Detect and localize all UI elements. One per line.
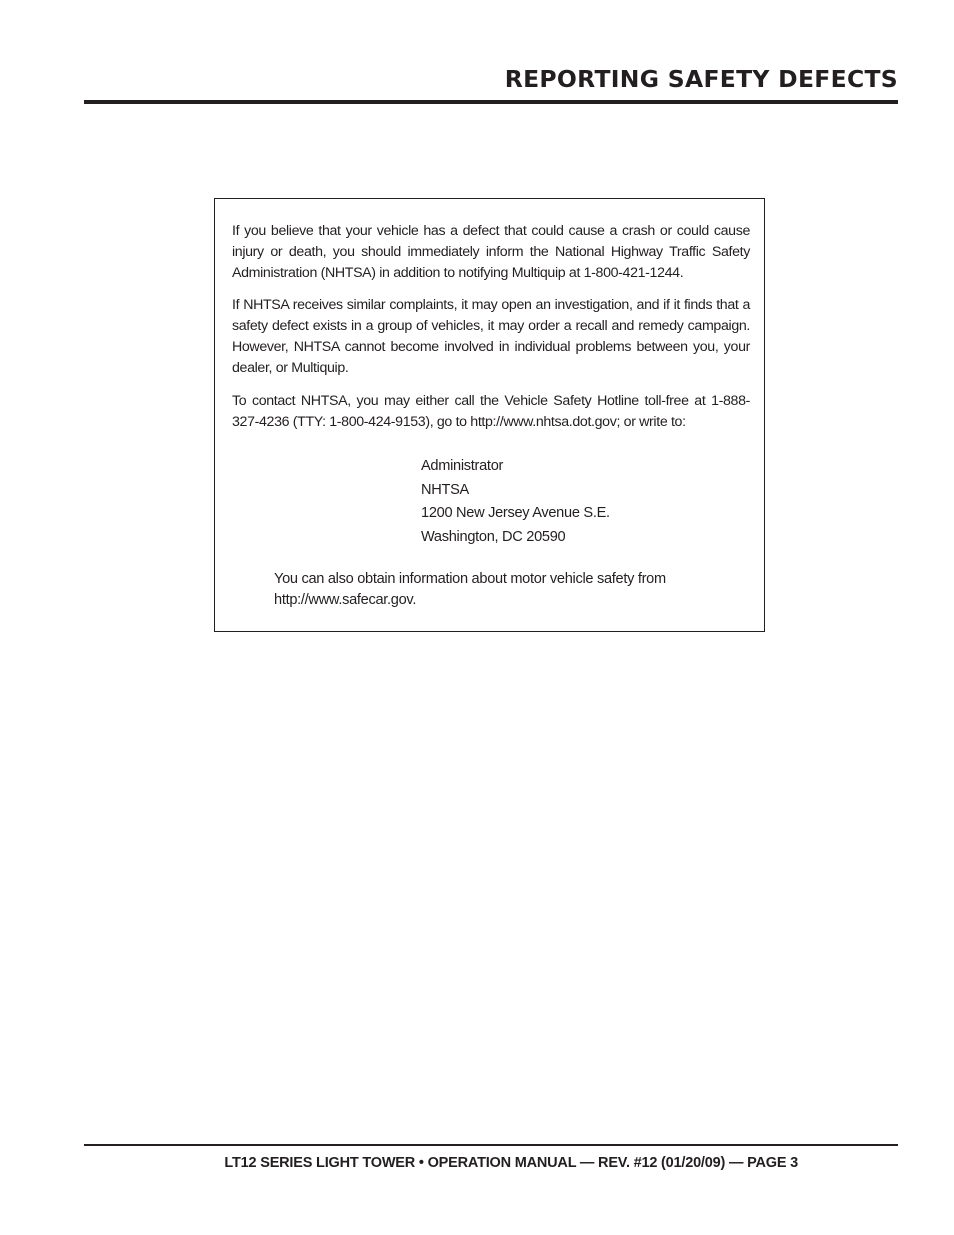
address-line: Washington, DC 20590 xyxy=(421,528,566,545)
notice-paragraph-investigation: If NHTSA receives similar complaints, it may open an investigation, and if it finds that a safety defect exists in a group of vehicles, it may order a recall and remedy campaign. However, NHTSA cannot become involved in individual problems between you, your dealer, or Multiquip. xyxy=(232,297,750,376)
notice-paragraph-contact: To contact NHTSA, you may either call the Vehicle Safety Hotline toll-free at 1-888-327-4236 (TTY: 1-800-424-9153), go to http://www.nhtsa.dot.gov; or write to: xyxy=(232,393,750,430)
safety-notice-box xyxy=(214,198,765,632)
safecar-info xyxy=(274,569,734,611)
page-footer: LT12 SERIES LIGHT TOWER • OPERATION MANUAL — REV. #12 (01/20/09) — PAGE 3 xyxy=(224,1155,798,1171)
safecar-text: You can also obtain information about motor vehicle safety from xyxy=(274,571,666,587)
safecar-link: http://www.safecar.gov. xyxy=(274,592,417,608)
address-line: 1200 New Jersey Avenue S.E. xyxy=(421,505,610,521)
page-title: REPORTING SAFETY DEFECTS xyxy=(504,67,898,93)
nhtsa-mailing-address xyxy=(421,455,610,549)
footer-rule xyxy=(84,1144,898,1146)
page-header xyxy=(84,62,898,98)
address-line: Administrator xyxy=(421,458,504,474)
address-line: NHTSA xyxy=(421,481,469,498)
header-rule xyxy=(84,100,898,104)
notice-paragraph-report: If you believe that your vehicle has a defect that could cause a crash or could cause injury or death, you should immediately inform the National Highway Traffic Safety Administration (NHTSA) in addition to notifying Multiquip at 1-800-421-1244. xyxy=(232,223,750,281)
